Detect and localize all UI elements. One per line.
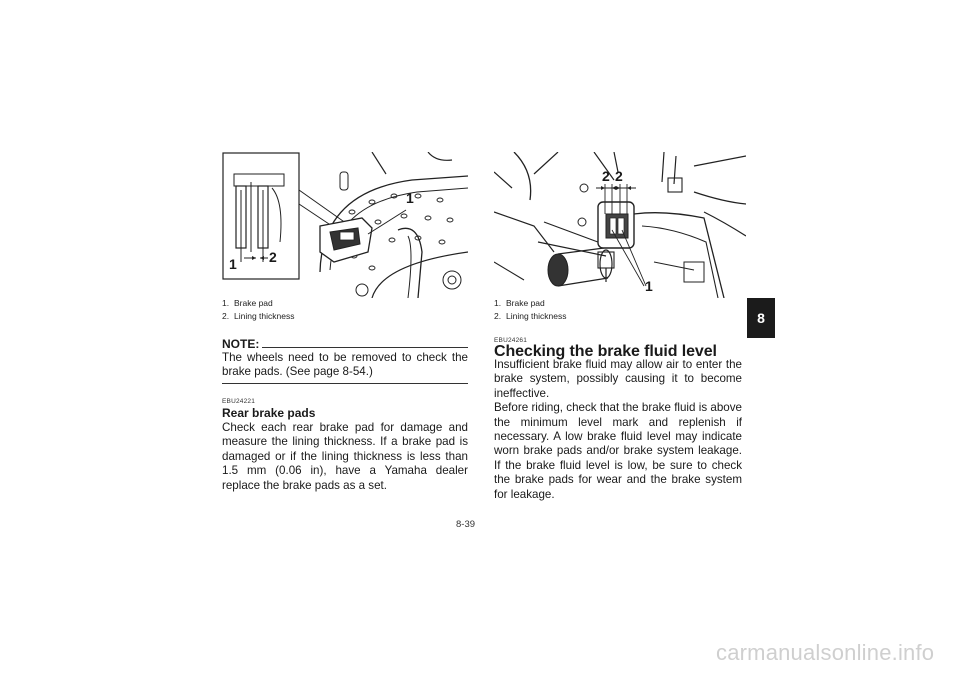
page-number: 8-39 bbox=[456, 519, 476, 530]
callout-1-pad: 1 bbox=[406, 190, 414, 206]
fluid-paragraph-1: Insufficient brake fluid may allow air to enter the brake system, possibly causing it to become ineffective. bbox=[494, 358, 742, 400]
figure-brake-pad-left bbox=[222, 152, 468, 298]
caption-item: 2. Lining thickness bbox=[222, 311, 295, 321]
heading-brake-fluid-level: Checking the brake fluid level bbox=[494, 343, 717, 360]
caption-item: 1. Brake pad bbox=[222, 298, 273, 308]
callout-1-pad: 1 bbox=[645, 278, 653, 294]
brake-disc-illustration bbox=[222, 152, 468, 298]
section-tab: 8 bbox=[747, 298, 775, 338]
figure-right-caption bbox=[494, 297, 566, 323]
rear-pads-text: Check each rear brake pad for damage and measure the lining thickness. If a brake pad is damaged or if the lining thickness is less than 1.5 mm (0.06 in), have a Yamaha dealer replace the brake pads as a set. bbox=[222, 421, 468, 492]
figure-brake-pad-right bbox=[494, 152, 746, 298]
callout-2-right: 2 bbox=[615, 168, 623, 184]
callout-1-inset: 1 bbox=[229, 256, 237, 272]
section-code-fluid: EBU24261 bbox=[494, 337, 528, 344]
fluid-paragraph-2: Before riding, check that the brake fluid is above the minimum level mark and replenish if necessary. A low brake fluid level may indicate worn brake pads and/or brake system leakage. If the brake fluid level is low, be sure to check the brake pads for wear and the brake system for leakage. bbox=[494, 401, 742, 501]
fluid-text bbox=[494, 358, 742, 502]
section-code-rear-pads: EBU24221 bbox=[222, 398, 256, 405]
callout-2-inset: 2 bbox=[269, 249, 277, 265]
figure-left-caption bbox=[222, 297, 294, 323]
note-text: The wheels need to be removed to check the brake pads. (See page 8-54.) bbox=[222, 351, 468, 379]
note-heading bbox=[222, 337, 468, 351]
callout-2-left: 2 bbox=[602, 168, 610, 184]
watermark: carmanualsonline.info bbox=[716, 640, 935, 665]
heading-rear-brake-pads: Rear brake pads bbox=[222, 406, 316, 420]
note-bottom-rule bbox=[222, 383, 468, 384]
note-label: NOTE: bbox=[222, 337, 260, 351]
caption-item: 2. Lining thickness bbox=[494, 311, 567, 321]
caption-item: 1. Brake pad bbox=[494, 298, 545, 308]
